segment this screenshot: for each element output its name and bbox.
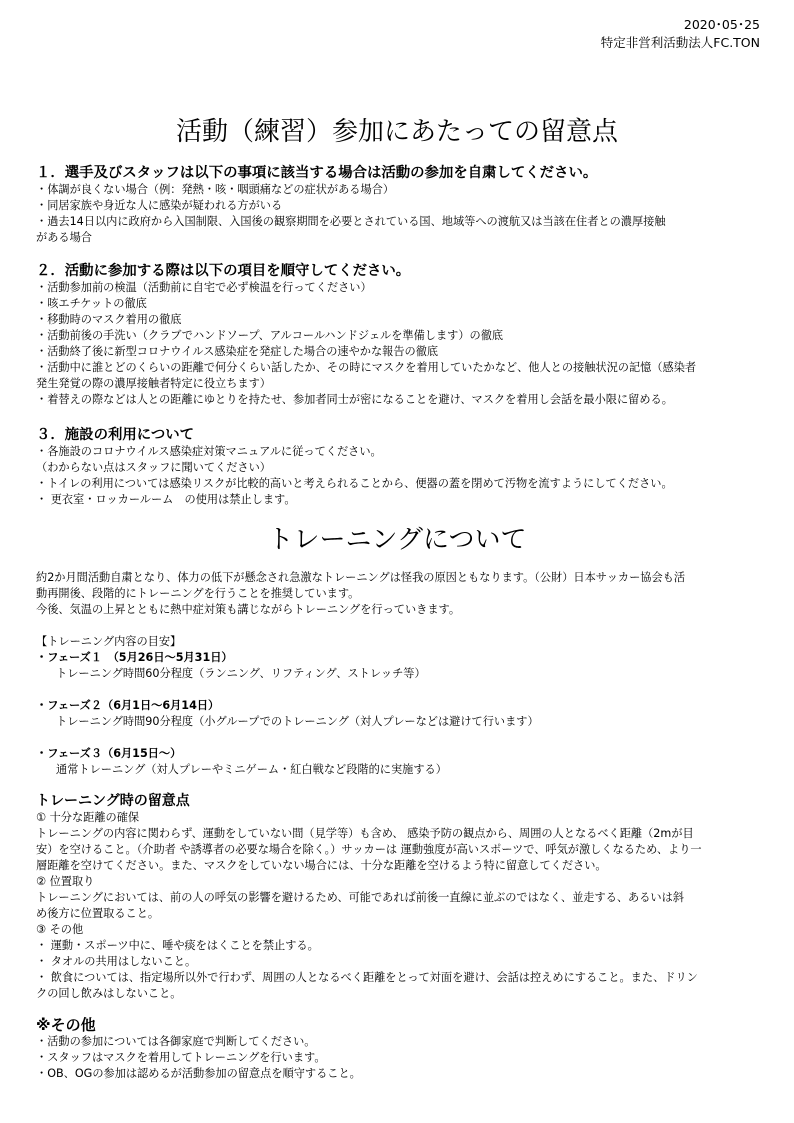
notes-heading: トレーニング時の留意点 — [36, 793, 190, 809]
others-item: ・活動の参加については各御家庭で判断してください。 — [36, 1035, 316, 1048]
section-1-item: ・体調が良くない場合（例：発熱・咳・咽頭痛などの症状がある場合） — [36, 183, 395, 196]
note-2-title: ② 位置取り — [36, 875, 95, 888]
phase-2-desc: トレーニング時間90分程度（小グループでのトレーニング（対人プレーなどは避けて行います） — [56, 715, 539, 728]
section-3-item: ・ 更衣室・ロッカールーム の使用は禁止します。 — [36, 493, 296, 506]
section-1 — [36, 164, 758, 246]
section-3-item: ・トイレの利用については感染リスクが比較的高いと考えられることから、便器の蓋を閉めて汚物を流すようにしてください。 — [36, 477, 673, 490]
section-1-heading: １．選手及びスタッフは以下の事項に該当する場合は活動の参加を自粛してください。 — [36, 165, 598, 181]
phase-1-desc: トレーニング時間60分程度（ランニング、リフティング、ストレッチ等） — [56, 667, 426, 680]
training-intro — [36, 570, 758, 778]
phase-1-title: ・フェーズ１ （5月26日～5月31日） — [36, 651, 233, 664]
section-2-item: ・活動参加前の検温（活動前に自宅で必ず検温を行ってください） — [36, 281, 372, 294]
note-1-line: トレーニングの内容に関わらず、運動をしていない間（見学等）も含め、 感染予防の観点から、周囲の人となるべく距離（2mが目 — [36, 827, 694, 840]
phase-3-desc: 通常トレーニング（対人プレーやミニゲーム・紅白戦など段階的に実施する） — [56, 763, 447, 776]
section-2-item: ・活動中に誰とどのくらいの距離で何分くらい話したか、その時にマスクを着用していたかなど、他人との接触状況の記憶（感染者 — [36, 361, 697, 374]
phase-3-title: ・フェーズ３（6月15日～） — [36, 747, 182, 760]
organization-name: 特定非営利活動法人FC.TON — [600, 35, 760, 50]
others-item: ・スタッフはマスクを着用してトレーニングを行います。 — [36, 1051, 326, 1064]
others-section — [36, 1016, 758, 1082]
note-1-line: 層距離を空けてください。また、マスクをしていない場合には、十分な距離を空けるよう特に留意してください。 — [36, 859, 607, 872]
page-title: 活動（練習）参加にあたっての留意点 — [175, 117, 618, 147]
intro-line: 動再開後、段階的にトレーニングを行うことを推奨しています。 — [36, 587, 360, 600]
section-2 — [36, 262, 758, 408]
section-1-item: がある場合 — [36, 231, 92, 244]
note-2-line: め後方に位置取ること。 — [36, 907, 160, 920]
section-3-item: （わからない点はスタッフに聞いてください） — [36, 461, 271, 474]
phase-2-title: ・フェーズ２（6月1日～6月14日） — [36, 699, 220, 712]
section-3-item: ・各施設のコロナウイルス感染症対策マニュアルに従ってください。 — [36, 445, 382, 458]
section-3 — [36, 426, 758, 508]
note-3-line: クの回し飲みはしないこと。 — [36, 987, 182, 1000]
training-title: トレーニングについて — [267, 525, 527, 555]
note-3-line: ・ 運動・スポーツ中に、唾や痰をはくことを禁止する。 — [36, 939, 319, 952]
section-2-item: ・活動前後の手洗い（クラブでハンドソープ、アルコールハンドジェルを準備します）の徹底 — [36, 329, 504, 342]
intro-line: 今後、気温の上昇とともに熱中症対策も講じながらトレーニングを行っていきます。 — [36, 603, 461, 616]
intro-line: 約2か月間活動自粛となり、体力の低下が懸念され急激なトレーニングは怪我の原因ともなります。（公財）日本サッカー協会も活 — [36, 571, 686, 584]
date-text: 2020･05･25 — [683, 17, 760, 32]
section-2-item: ・移動時のマスク着用の徹底 — [36, 313, 182, 326]
note-1-title: ① 十分な距離の確保 — [36, 811, 140, 824]
note-1-line: 安）を空けること。（介助者 や誘導者の必要な場合を除く。）サッカーは 運動強度が高いスポーツで、呼気が激しくなるため、より一 — [36, 843, 702, 856]
guide-label: 【トレーニング内容の目安】 — [36, 635, 182, 648]
note-3-line: ・ 飲食については、指定場所以外で行わず、周囲の人となるべく距離をとって対面を避け、会話は控えめにすること。また、ドリン — [36, 971, 698, 984]
section-2-item: ・着替えの際などは人との距離にゆとりを持たせ、参加者同士が密になることを避け、マスクを着用し会話を最小限に留める。 — [36, 393, 673, 406]
note-3-line: ・ タオルの共用はしないこと。 — [36, 955, 197, 968]
others-item: ・OB、OGの参加は認めるが活動参加の留意点を順守すること。 — [36, 1067, 361, 1080]
section-1-item: ・同居家族や身近な人に感染が疑われる方がいる — [36, 199, 283, 212]
section-2-item: ・活動終了後に新型コロナウイルス感染症を発症した場合の速やかな報告の徹底 — [36, 345, 439, 358]
section-1-item: ・過去14日以内に政府から入国制限、入国後の観察期間を必要とされている国、地域等への渡航又は当該在住者との濃厚接触 — [36, 215, 666, 228]
note-3-title: ③ その他 — [36, 923, 84, 936]
note-2-line: トレーニングにおいては、前の人の呼気の影響を避けるため、可能であれば前後一直線に並ぶのではなく、並走する、あるいは斜 — [36, 891, 684, 904]
training-notes — [36, 792, 758, 1002]
section-3-heading: ３．施設の利用について — [36, 427, 195, 443]
header — [601, 16, 760, 52]
section-2-heading: ２．活動に参加する際は以下の項目を順守してください。 — [36, 263, 411, 279]
section-2-item: ・咳エチケットの徹底 — [36, 297, 147, 310]
section-2-item: 発生発覚の際の濃厚接触者特定に役立ちます） — [36, 377, 271, 390]
others-heading: ※その他 — [36, 1016, 96, 1034]
